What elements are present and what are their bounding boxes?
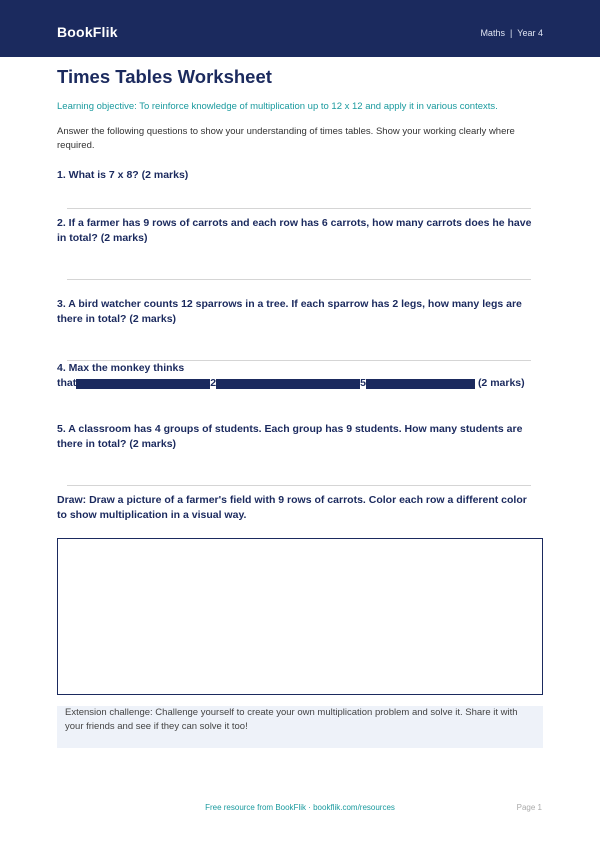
question-4 [57, 360, 531, 391]
answer-line-2 [67, 279, 531, 280]
brand-logo: BookFlik [57, 24, 118, 40]
draw-prompt: Draw: Draw a picture of a farmer's field with 9 rows of carrots. Color each row a different color to show multiplication in a visual way. [57, 494, 527, 521]
question-1: 1. What is 7 x 8? (2 marks) [57, 169, 189, 181]
redaction-bar-3 [366, 379, 475, 389]
question-4-lead: that [57, 377, 77, 389]
learning-objective: Learning objective: To reinforce knowledge of multiplication up to 12 x 12 and apply it in various contexts. [57, 101, 498, 112]
question-4-marks: (2 marks) [477, 377, 525, 389]
question-4-num1: 2 [210, 377, 217, 389]
header-meta [480, 28, 543, 38]
question-5: 5. A classroom has 4 groups of students. Each group has 9 students. How many students are there in total? (2 marks) [57, 423, 523, 450]
redaction-bar-2 [216, 379, 360, 389]
header-bar [0, 0, 600, 57]
subject-label: Maths [480, 28, 505, 38]
question-4-num2: 5 [360, 377, 366, 389]
page-number: Page 1 [516, 803, 542, 812]
instructions: Answer the following questions to show your understanding of times tables. Show your working clearly where required. [57, 126, 515, 151]
question-4-line-2 [57, 376, 531, 391]
answer-line-5 [67, 485, 531, 486]
extension-challenge: Extension challenge: Challenge yourself to create your own multiplication problem and solve it. Share it with your friends and see if they can solve it too! [57, 706, 543, 748]
meta-separator: | [509, 28, 513, 38]
page-title: Times Tables Worksheet [57, 66, 272, 87]
footer-credit: Free resource from BookFlik · bookflik.com/resources [205, 803, 395, 812]
redaction-bar-1 [76, 379, 210, 389]
drawing-area[interactable] [57, 538, 543, 695]
question-4-line-1: 4. Max the monkey thinks [67, 360, 531, 376]
question-2: 2. If a farmer has 9 rows of carrots and each row has 6 carrots, how many carrots does he have in total? (2 marks) [57, 217, 532, 244]
question-3: 3. A bird watcher counts 12 sparrows in a tree. If each sparrow has 2 legs, how many legs are there in total? (2 marks) [57, 298, 522, 325]
answer-line-1 [67, 208, 531, 209]
year-label: Year 4 [517, 28, 543, 38]
